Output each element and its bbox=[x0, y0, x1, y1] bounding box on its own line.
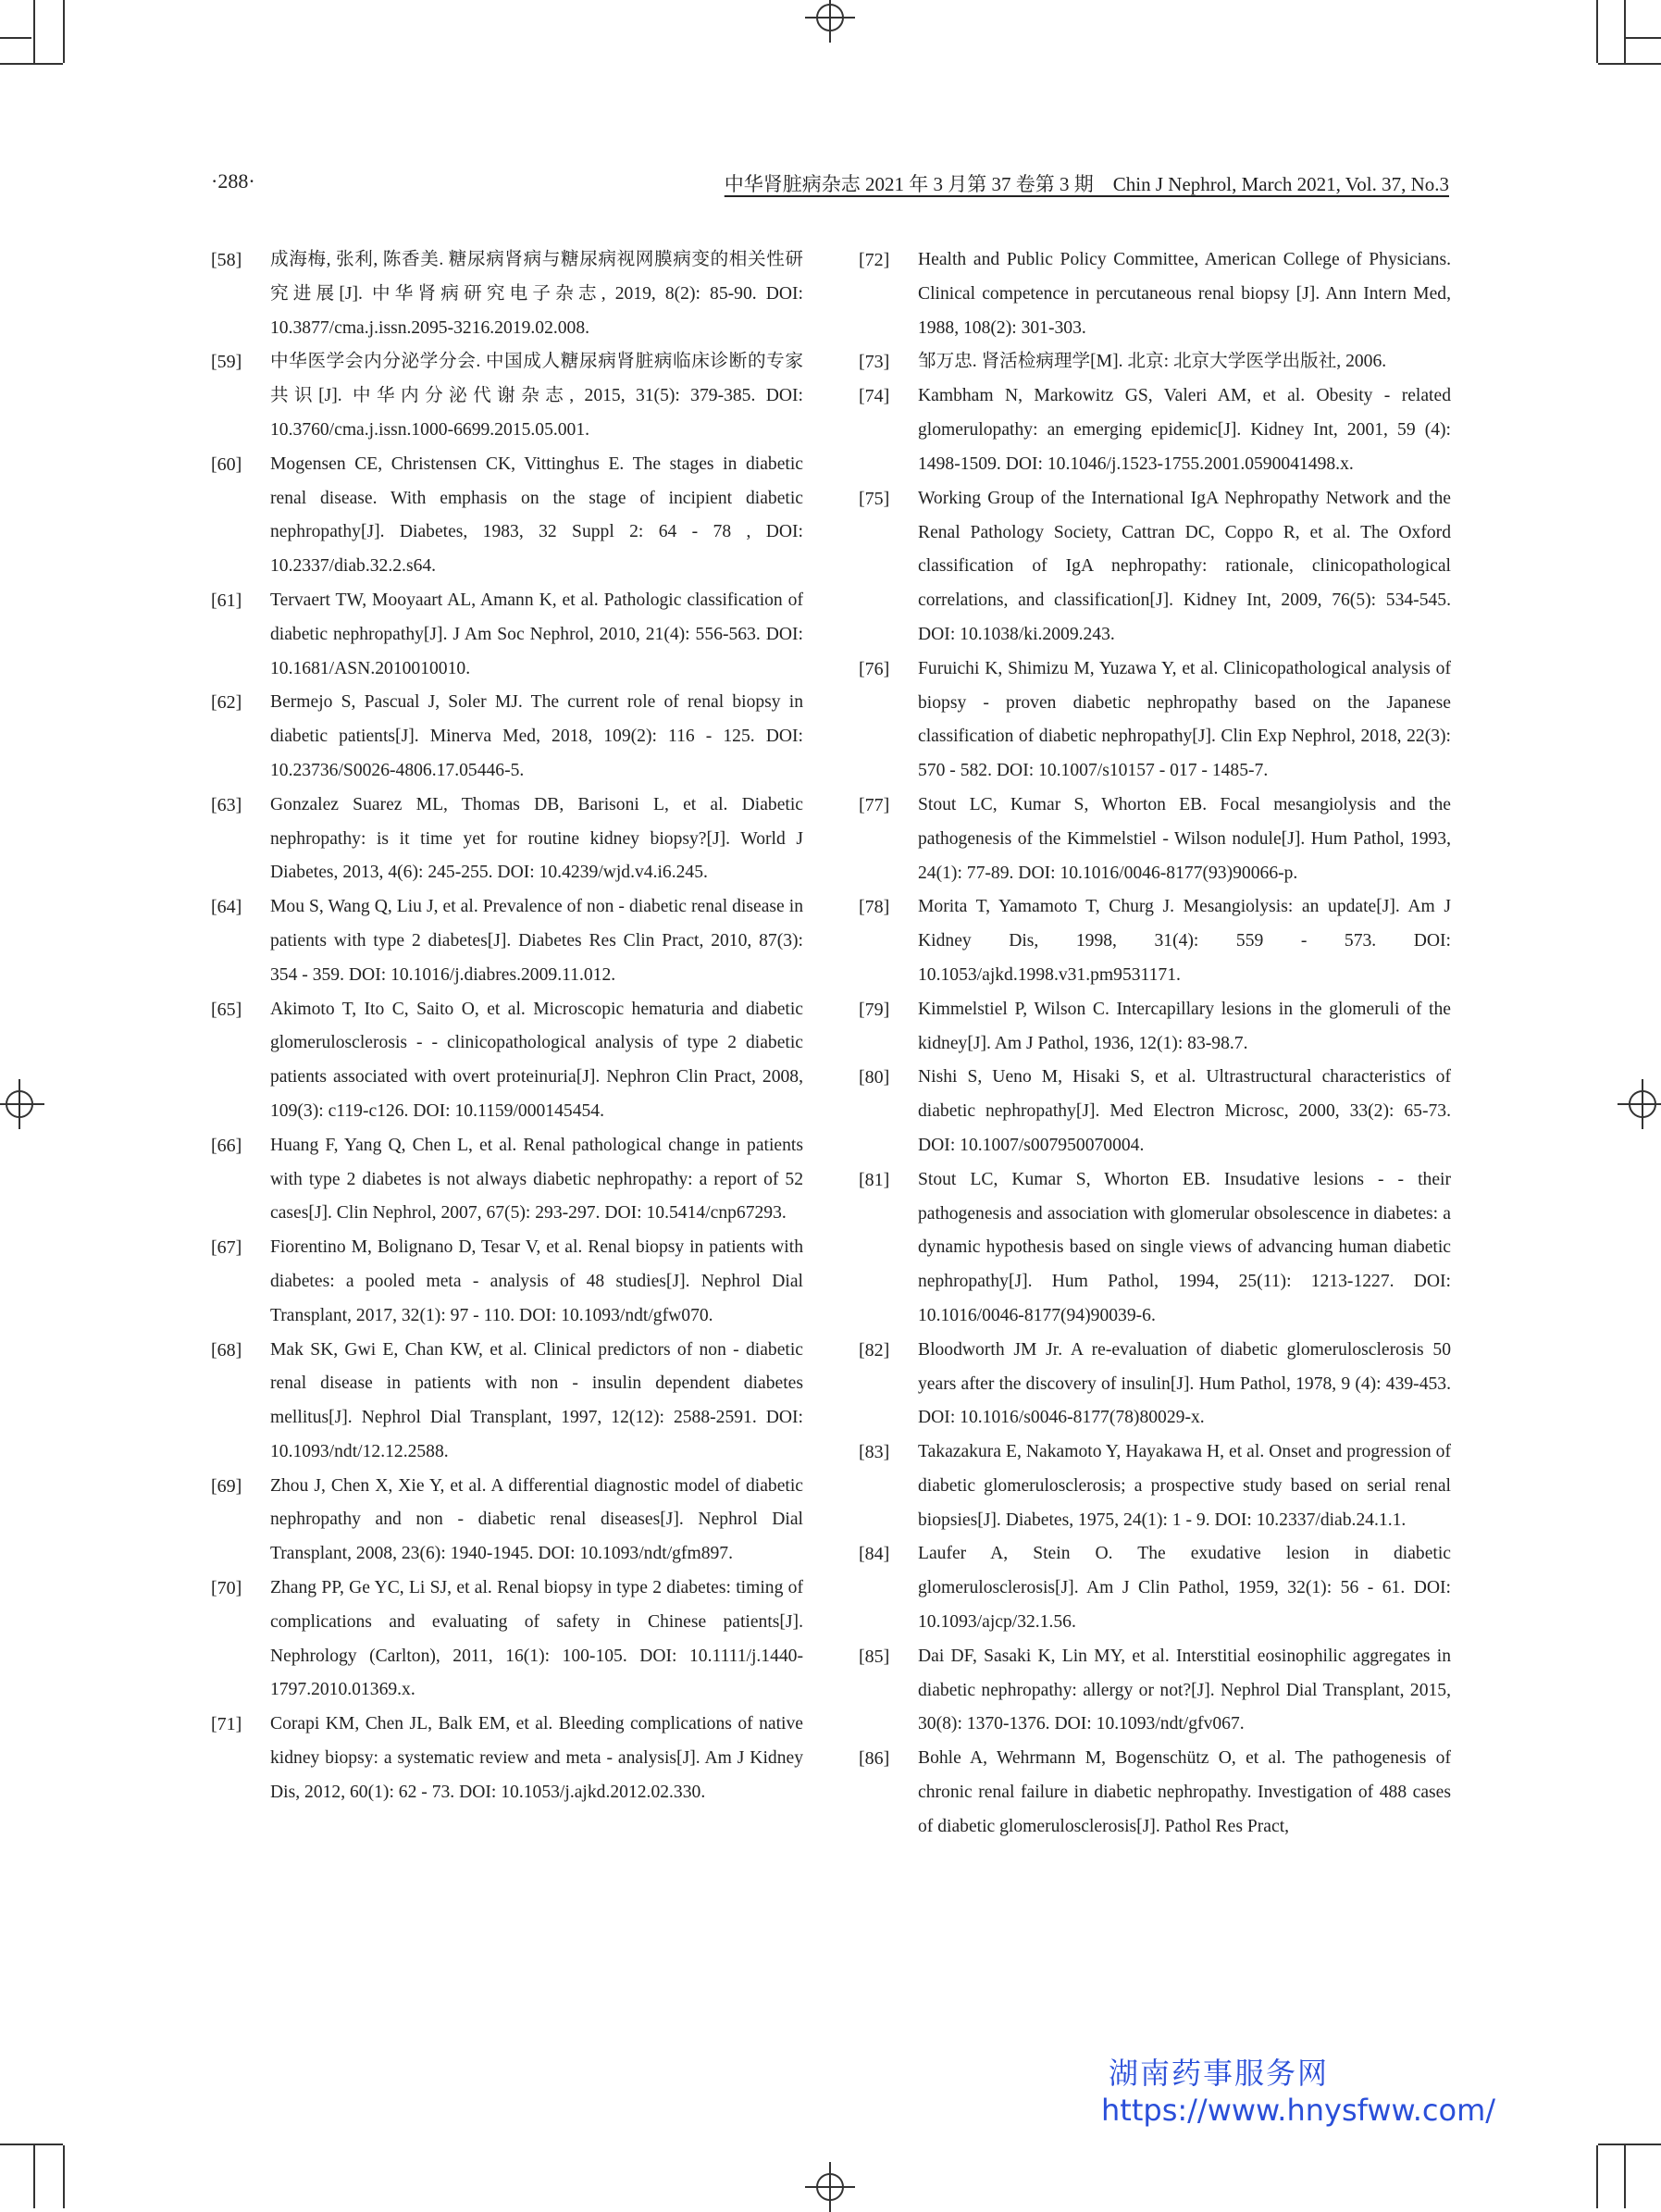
reference-number: [58] bbox=[211, 250, 242, 270]
reference-item bbox=[211, 1470, 803, 1572]
reference-item bbox=[211, 686, 803, 788]
crop-mark bbox=[63, 2145, 65, 2208]
page-number: ·288· bbox=[211, 169, 255, 193]
watermark bbox=[1101, 2055, 1496, 2129]
reference-item bbox=[859, 482, 1451, 652]
reference-number: [75] bbox=[859, 488, 890, 509]
crop-mark bbox=[1598, 2144, 1661, 2145]
reference-text: Bohle A, Wehrmann M, Bogenschütz O, et al. The pathogenesis of chronic renal failure in diabetic nephropathy. Investigation of 488 cases of diabetic glomerulosclerosis[J]. Pathol Res Pract, bbox=[918, 1748, 1451, 1836]
crop-mark bbox=[33, 2145, 35, 2208]
reference-text: Kimmelstiel P, Wilson C. Intercapillary lesions in the glomeruli of the kidney[J]. Am J Pathol, 1936, 12(1): 83-98.7. bbox=[918, 999, 1451, 1053]
watermark-site-name: 湖南药事服务网 bbox=[1109, 2056, 1330, 2091]
reference-item bbox=[211, 1231, 803, 1333]
reference-text: 成海梅, 张利, 陈香美. 糖尿病肾病与糖尿病视网膜病变的相关性研究进展[J]. 中华肾病研究电子杂志, 2019, 8(2): 85-90. DOI: 10.3877/cma.j.issn.2095-3216.2019.02.008. bbox=[270, 250, 803, 338]
reference-item bbox=[859, 993, 1451, 1062]
reference-text: Kambham N, Markowitz GS, Valeri AM, et al. Obesity - related glomerulopathy: an emerging epidemic[J]. Kidney Int, 2001, 59 (4): 1498-1509. DOI: 10.1046/j.1523-1755.2001.0590041498.x. bbox=[918, 386, 1451, 474]
crop-mark bbox=[33, 0, 35, 63]
reference-text: Bermejo S, Pascual J, Soler MJ. The current role of renal biopsy in diabetic patients[J]. Minerva Med, 2018, 109(2): 116 - 125. DOI: 10.23736/S0026-4806.17.05446-5. bbox=[270, 692, 803, 780]
reference-number: [68] bbox=[211, 1339, 242, 1361]
crop-mark bbox=[1596, 0, 1598, 63]
reference-text: Health and Public Policy Committee, American College of Physicians. Clinical competence in percutaneous renal biopsy [J]. Ann Intern Med, 1988, 108(2): 301-303. bbox=[918, 250, 1451, 338]
crop-mark bbox=[1624, 0, 1626, 63]
reference-text: Furuichi K, Shimizu M, Yuzawa Y, et al. Clinicopathological analysis of biopsy - proven diabetic nephropathy based on the Japanese classification of diabetic nephropathy[J]. Clin Exp Nephrol, 2018, 22(3): 570 - 582. DOI: 10.1007/s10157 - 017 - 1485-7. bbox=[918, 658, 1451, 781]
reference-number: [60] bbox=[211, 454, 242, 475]
journal-title: 中华肾脏病杂志 2021 年 3 月第 37 卷第 3 期 Chin J Nephrol, March 2021, Vol. 37, No.3 bbox=[724, 173, 1449, 195]
watermark-url: https://www.hnysfww.com/ bbox=[1101, 2093, 1496, 2128]
reference-text: Zhang PP, Ge YC, Li SJ, et al. Renal biopsy in type 2 diabetes: timing of complications and evaluating of safety in Chinese patients[J]. Nephrology (Carlton), 2011, 16(1): 100-105. DOI: 10.1111/j.1440-1797.2010.01369.x. bbox=[270, 1578, 803, 1700]
reference-item bbox=[211, 1129, 803, 1231]
reference-number: [69] bbox=[211, 1475, 242, 1497]
reference-item bbox=[859, 652, 1451, 789]
crop-mark bbox=[1626, 37, 1661, 39]
reference-item bbox=[859, 1742, 1451, 1844]
reference-number: [74] bbox=[859, 386, 890, 407]
reference-item bbox=[211, 584, 803, 686]
reference-item bbox=[859, 379, 1451, 481]
registration-mark-left bbox=[0, 1079, 44, 1129]
reference-number: [78] bbox=[859, 897, 890, 918]
reference-number: [59] bbox=[211, 352, 242, 373]
reference-text: Mogensen CE, Christensen CK, Vittinghus E. The stages in diabetic renal disease. With emphasis on the stage of incipient diabetic nephropathy[J]. Diabetes, 1983, 32 Suppl 2: 64 - 78 , DOI: 10.2337/diab.32.2.s64. bbox=[270, 454, 803, 577]
reference-number: [63] bbox=[211, 794, 242, 815]
reference-text: Tervaert TW, Mooyaart AL, Amann K, et al. Pathologic classification of diabetic nephropathy[J]. J Am Soc Nephrol, 2010, 21(4): 556-563. DOI: 10.1681/ASN.2010010010. bbox=[270, 590, 803, 678]
reference-number: [80] bbox=[859, 1067, 890, 1088]
reference-number: [61] bbox=[211, 590, 242, 611]
reference-item bbox=[211, 345, 803, 447]
reference-number: [66] bbox=[211, 1135, 242, 1156]
reference-item bbox=[859, 1163, 1451, 1334]
reference-number: [81] bbox=[859, 1169, 890, 1190]
reference-item bbox=[859, 1061, 1451, 1162]
reference-text: 邹万忠. 肾活检病理学[M]. 北京: 北京大学医学出版社, 2006. bbox=[918, 352, 1387, 372]
reference-text: Morita T, Yamamoto T, Churg J. Mesangiolysis: an update[J]. Am J Kidney Dis, 1998, 31(4): 559 - 573. DOI: 10.1053/ajkd.1998.v31.pm9531171. bbox=[918, 897, 1451, 985]
reference-number: [73] bbox=[859, 352, 890, 373]
crop-mark bbox=[1624, 2145, 1626, 2208]
reference-number: [76] bbox=[859, 658, 890, 679]
reference-number: [71] bbox=[211, 1714, 242, 1735]
reference-number: [85] bbox=[859, 1646, 890, 1667]
reference-number: [72] bbox=[859, 250, 890, 270]
reference-item bbox=[211, 1334, 803, 1470]
reference-item bbox=[211, 890, 803, 992]
reference-item bbox=[211, 789, 803, 890]
reference-number: [83] bbox=[859, 1442, 890, 1463]
reference-item bbox=[859, 1334, 1451, 1435]
reference-item bbox=[211, 1708, 803, 1809]
crop-mark bbox=[1598, 63, 1661, 65]
reference-item bbox=[859, 789, 1451, 890]
page-header bbox=[211, 169, 1449, 201]
reference-text: Working Group of the International IgA Nephropathy Network and the Renal Pathology Society, Cattran DC, Coppo R, et al. The Oxford classification of IgA nephropathy: rationale, clinicopathological correlations, and classification[J]. Kidney Int, 2009, 76(5): 534-545. DOI: 10.1038/ki.2009.243. bbox=[918, 488, 1451, 644]
reference-text: Huang F, Yang Q, Chen L, et al. Renal pathological change in patients with type 2 diabetes is not always diabetic nephropathy: a report of 52 cases[J]. Clin Nephrol, 2007, 67(5): 293-297. DOI: 10.5414/cnp67293. bbox=[270, 1135, 803, 1224]
reference-item bbox=[859, 1640, 1451, 1742]
reference-text: Stout LC, Kumar S, Whorton EB. Insudative lesions - - their pathogenesis and association with glomerular obsolescence in diabetes: a dynamic hypothesis based on single views of advancing human diabetic nephropathy[J]. Hum Pathol, 1994, 25(11): 1213-1227. DOI: 10.1016/0046-8177(94)90039-6. bbox=[918, 1169, 1451, 1325]
reference-item bbox=[211, 448, 803, 584]
reference-number: [62] bbox=[211, 692, 242, 714]
reference-number: [86] bbox=[859, 1748, 890, 1770]
reference-number: [67] bbox=[211, 1237, 242, 1259]
reference-item bbox=[211, 1572, 803, 1708]
references-left-column bbox=[211, 243, 803, 1810]
reference-number: [65] bbox=[211, 999, 242, 1020]
registration-mark-right bbox=[1618, 1079, 1661, 1129]
reference-text: Bloodworth JM Jr. A re-evaluation of diabetic glomerulosclerosis 50 years after the discovery of insulin[J]. Hum Pathol, 1978, 9 (4): 439-453. DOI: 10.1016/s0046-8177(78)80029-x. bbox=[918, 1339, 1451, 1428]
reference-number: [79] bbox=[859, 999, 890, 1020]
crop-mark bbox=[1596, 2145, 1598, 2208]
reference-item bbox=[859, 243, 1451, 345]
reference-number: [77] bbox=[859, 794, 890, 815]
reference-text: Takazakura E, Nakamoto Y, Hayakawa H, et al. Onset and progression of diabetic glomerulosclerosis; a prospective study based on serial renal biopsies[J]. Diabetes, 1975, 24(1): 1 - 9. DOI: 10.2337/diab.24.1.1. bbox=[918, 1442, 1451, 1530]
crop-mark bbox=[63, 0, 65, 63]
reference-item bbox=[859, 345, 1451, 379]
reference-text: Mak SK, Gwi E, Chan KW, et al. Clinical predictors of non - diabetic renal disease in patients with non - insulin dependent diabetes mellitus[J]. Nephrol Dial Transplant, 1997, 12(12): 2588-2591. DOI: 10.1093/ndt/12.12.2588. bbox=[270, 1339, 803, 1461]
reference-number: [82] bbox=[859, 1339, 890, 1361]
reference-text: Akimoto T, Ito C, Saito O, et al. Microscopic hematuria and diabetic glomerulosclerosis - - clinicopathological analysis of type 2 diabetic patients associated with overt proteinuria[J]. Nephron Clin Pract, 2008, 109(3): c119-c126. DOI: 10.1159/000145454. bbox=[270, 999, 803, 1121]
reference-text: Mou S, Wang Q, Liu J, et al. Prevalence of non - diabetic renal disease in patients with type 2 diabetes[J]. Diabetes Res Clin Pract, 2010, 87(3): 354 - 359. DOI: 10.1016/j.diabres.2009.11.012. bbox=[270, 897, 803, 985]
reference-text: Laufer A, Stein O. The exudative lesion in diabetic glomerulosclerosis[J]. Am J Clin Pathol, 1959, 32(1): 56 - 61. DOI: 10.1093/ajcp/32.1.56. bbox=[918, 1544, 1451, 1633]
reference-number: [64] bbox=[211, 897, 242, 918]
reference-item bbox=[211, 243, 803, 345]
registration-mark-bottom bbox=[805, 2162, 855, 2212]
crop-mark bbox=[0, 63, 63, 65]
reference-number: [84] bbox=[859, 1544, 890, 1565]
reference-text: Corapi KM, Chen JL, Balk EM, et al. Bleeding complications of native kidney biopsy: a systematic review and meta - analysis[J]. Am J Kidney Dis, 2012, 60(1): 62 - 73. DOI: 10.1053/j.ajkd.2012.02.330. bbox=[270, 1714, 803, 1802]
reference-text: Dai DF, Sasaki K, Lin MY, et al. Interstitial eosinophilic aggregates in diabetic nephropathy: allergy or not?[J]. Nephrol Dial Transplant, 2015, 30(8): 1370-1376. DOI: 10.1093/ndt/gfv067. bbox=[918, 1646, 1451, 1734]
reference-text: Zhou J, Chen X, Xie Y, et al. A differential diagnostic model of diabetic nephropathy and non - diabetic renal diseases[J]. Nephrol Dial Transplant, 2008, 23(6): 1940-1945. DOI: 10.1093/ndt/gfm897. bbox=[270, 1475, 803, 1564]
reference-item bbox=[859, 1537, 1451, 1639]
crop-mark bbox=[0, 2144, 63, 2145]
registration-mark-top bbox=[805, 0, 855, 43]
crop-mark bbox=[0, 37, 31, 39]
reference-item bbox=[859, 1435, 1451, 1537]
references-right-column bbox=[859, 243, 1451, 1845]
reference-number: [70] bbox=[211, 1578, 242, 1599]
reference-text: Stout LC, Kumar S, Whorton EB. Focal mesangiolysis and the pathogenesis of the Kimmelstiel - Wilson nodule[J]. Hum Pathol, 1993, 24(1): 77-89. DOI: 10.1016/0046-8177(93)90066-p. bbox=[918, 794, 1451, 883]
reference-text: Nishi S, Ueno M, Hisaki S, et al. Ultrastructural characteristics of diabetic nephropathy[J]. Med Electron Microsc, 2000, 33(2): 65-73. DOI: 10.1007/s007950070004. bbox=[918, 1067, 1451, 1155]
reference-text: 中华医学会内分泌学分会. 中国成人糖尿病肾脏病临床诊断的专家共识[J]. 中华内分泌代谢杂志, 2015, 31(5): 379-385. DOI: 10.3760/cma.j.issn.1000-6699.2015.05.001. bbox=[270, 352, 803, 440]
reference-item bbox=[211, 993, 803, 1129]
reference-item bbox=[859, 890, 1451, 992]
reference-text: Gonzalez Suarez ML, Thomas DB, Barisoni L, et al. Diabetic nephropathy: is it time yet for routine kidney biopsy?[J]. World J Diabetes, 2013, 4(6): 245-255. DOI: 10.4239/wjd.v4.i6.245. bbox=[270, 794, 803, 883]
reference-text: Fiorentino M, Bolignano D, Tesar V, et al. Renal biopsy in patients with diabetes: a pooled meta - analysis of 48 studies[J]. Nephrol Dial Transplant, 2017, 32(1): 97 - 110. DOI: 10.1093/ndt/gfw070. bbox=[270, 1237, 803, 1325]
